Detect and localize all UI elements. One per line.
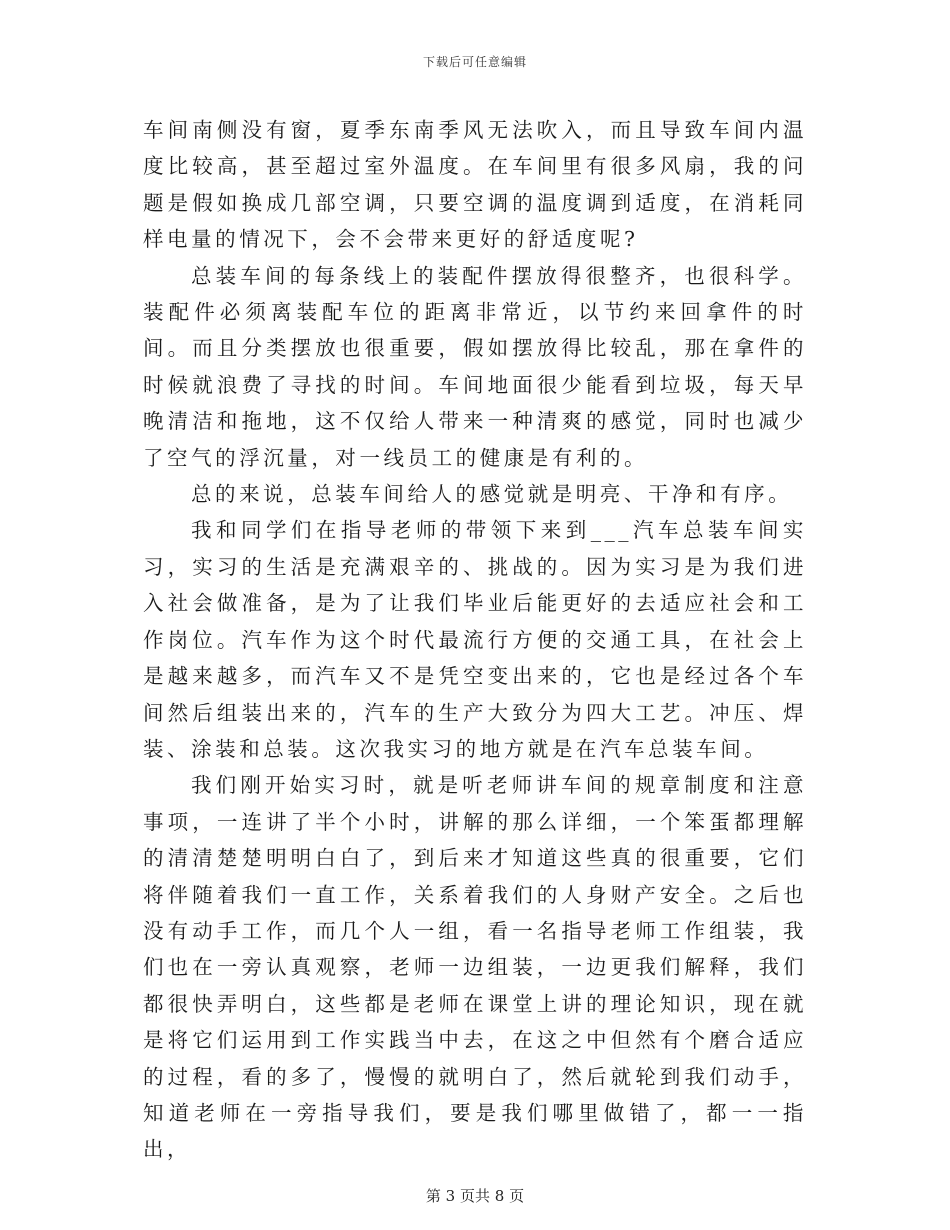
- paragraph-4: 我和同学们在指导老师的带领下来到___汽车总装车间实习，实习的生活是充满艰辛的、挑战的。因为实习是为我们进入社会做准备，是为了让我们毕业后能更好的去适应社会和工作岗位。汽车作为这个时代最流行方便的交通工具，在社会上是越来越多，而汽车又不是凭空变出来的，它也是经过各个车间然后组装出来的，汽车的生产大致分为四大工艺。冲压、焊装、涂装和总装。这次我实习的地方就是在汽车总装车间。: [143, 518, 807, 761]
- paragraph-5: 我们刚开始实习时，就是听老师讲车间的规章制度和注意事项，一连讲了半个小时，讲解的那么详细，一个笨蛋都理解的清清楚楚明明白白了，到后来才知道这些真的很重要，它们将伴随着我们一直工作，关系着我们的人身财产安全。之后也没有动手工作，而几个人一组，看一名指导老师工作组装，我们也在一旁认真观察，老师一边组装，一边更我们解释，我们都很快弄明白，这些都是老师在课堂上讲的理论知识，现在就是将它们运用到工作实践当中去，在这之中但然有个磨合适应的过程，看的多了，慢慢的就明白了，然后就轮到我们动手，知道老师在一旁指导我们，要是我们哪里做错了，都一一指出，: [143, 773, 807, 1162]
- paragraph-3: 总的来说，总装车间给人的感觉就是明亮、干净和有序。: [191, 482, 793, 507]
- page-number-footer: 第 3 页共 8 页: [425, 1187, 525, 1205]
- paragraph-2: 总装车间的每条线上的装配件摆放得很整齐，也很科学。装配件必须离装配车位的距离非常近，以节约来回拿件的时间。而且分类摆放也很重要，假如摆放得比较乱，那在拿件的时候就浪费了寻找的时间。车间地面很少能看到垃圾，每天早晚清洁和拖地，这不仅给人带来一种清爽的感觉，同时也减少了空气的浮沉量，对一线员工的健康是有利的。: [143, 263, 807, 470]
- page-header: 下载后可任意编辑: [422, 55, 527, 69]
- document-body: [143, 112, 807, 1168]
- paragraph-1: 车间南侧没有窗，夏季东南季风无法吹入，而且导致车间内温度比较高，甚至超过室外温度。在车间里有很多风扇，我的问题是假如换成几部空调，只要空调的温度调到适度，在消耗同样电量的情况下，会不会带来更好的舒适度呢?: [143, 118, 807, 252]
